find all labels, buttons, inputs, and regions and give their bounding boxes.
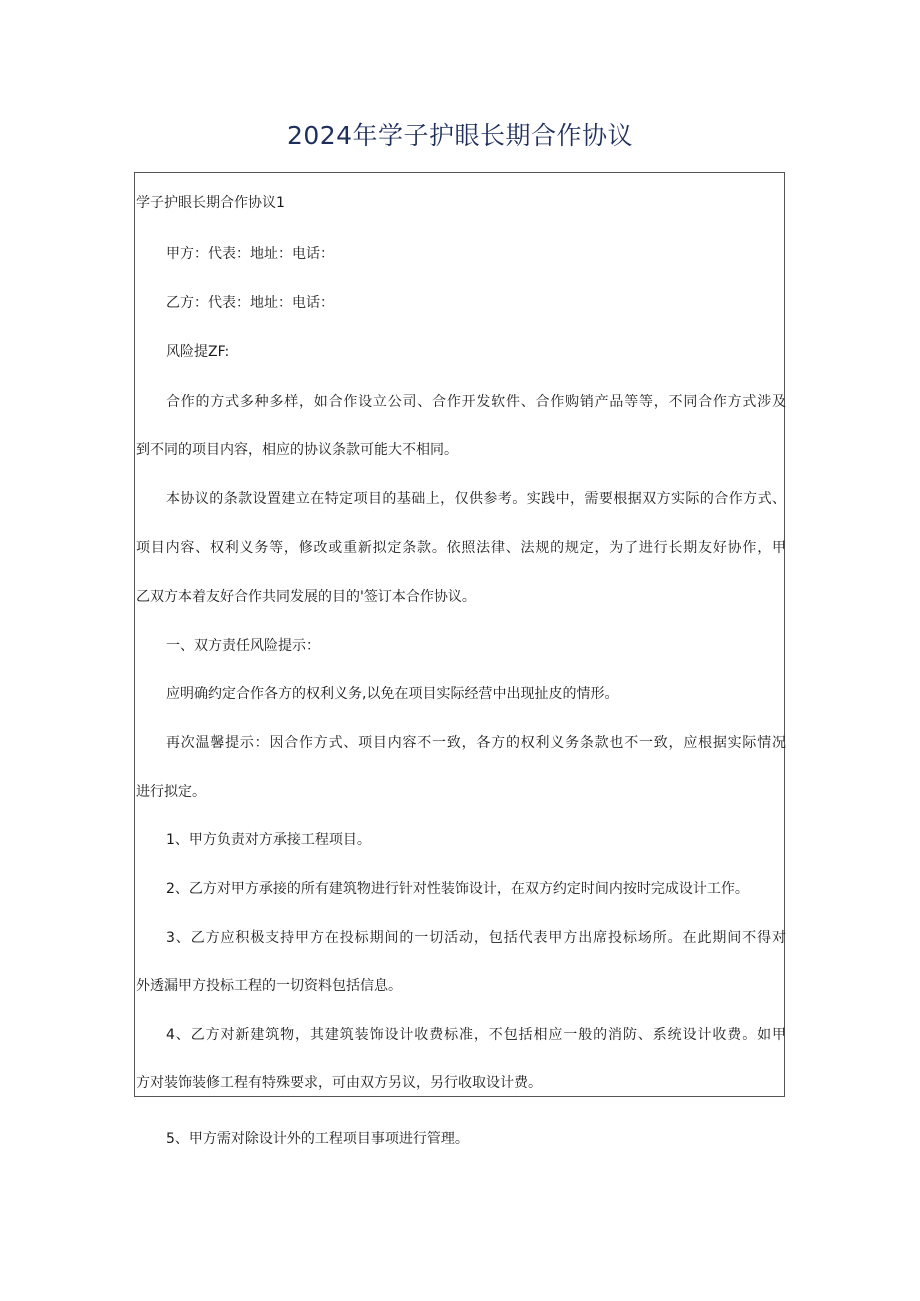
clause-item: 5、甲方需对除设计外的工程项目事项进行管理。 — [166, 1131, 469, 1147]
party-b-line: 乙方：代表：地址：电话： — [166, 295, 334, 311]
clause-item: 1、甲方负责对方承接工程项目。 — [166, 832, 371, 848]
clause-heading: 一、双方责任风险提示： — [166, 638, 320, 654]
party-a-line: 甲方：代表：地址：电话： — [166, 246, 334, 262]
paragraph-line: 本协议的条款设置建立在特定项目的基础上，仅供参考。实践中，需要根据双方实际的合作方式、 — [166, 491, 786, 507]
paragraph-line: 外透漏甲方投标工程的一切资料包括信息。 — [136, 978, 402, 994]
paragraph-line: 进行拟定。 — [136, 784, 206, 800]
paragraph-line: 到不同的项目内容，相应的协议条款可能大不相同。 — [136, 442, 458, 458]
paragraph-line: 应明确约定合作各方的权利义务,以免在项目实际经营中出现扯皮的情形。 — [166, 686, 619, 702]
paragraph-line: 再次温馨提示：因合作方式、项目内容不一致，各方的权利义务条款也不一致，应根据实际情况 — [166, 735, 786, 751]
section-heading: 学子护眼长期合作协议1 — [136, 195, 285, 211]
clause-item: 3、乙方应积极支持甲方在投标期间的一切活动，包括代表甲方出席投标场所。在此期间不得对 — [166, 930, 786, 946]
clause-item: 2、乙方对甲方承接的所有建筑物进行针对性装饰设计，在双方约定时间内按时完成设计工作。 — [166, 881, 749, 897]
paragraph-line: 方对装饰装修工程有特殊要求，可由双方另议，另行收取设计费。 — [136, 1075, 542, 1091]
paragraph-line: 项目内容、权利义务等，修改或重新拟定条款。依照法律、法规的规定，为了进行长期友好协作，甲 — [136, 540, 786, 556]
clause-item: 4、乙方对新建筑物，其建筑装饰设计收费标准，不包括相应一般的消防、系统设计收费。如甲 — [166, 1027, 786, 1043]
paragraph-line: 合作的方式多种多样，如合作设立公司、合作开发软件、合作购销产品等等，不同合作方式涉及 — [166, 394, 786, 410]
page-title: 2024年学子护眼长期合作协议 — [286, 121, 634, 150]
risk-note-line: 风险提ZF: — [166, 344, 230, 360]
paragraph-line: 乙双方本着友好合作共同发展的目的'签订本合作协议。 — [136, 589, 476, 605]
